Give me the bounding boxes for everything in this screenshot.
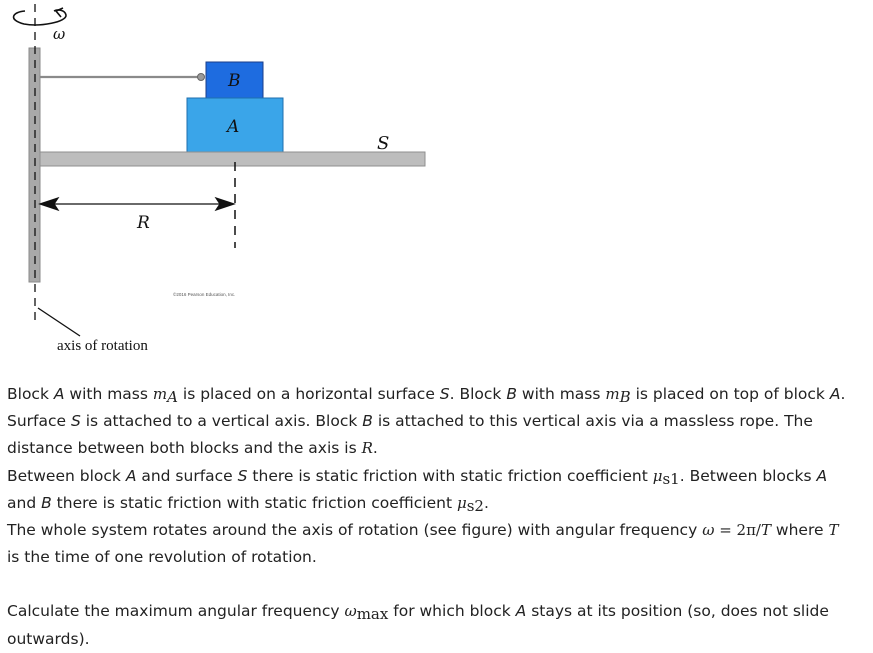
radius-arrow [40,198,234,210]
problem-line-5: and B there is static friction with static friction coefficient $\mu_{s2}$. [7,493,489,515]
block-b-label: B [228,71,241,91]
question-line-1: Calculate the maximum angular frequency $\omega_{max}$ for which block A stays at its position (so, does not slide [7,602,829,624]
question-line-2: outwards). [7,629,90,648]
problem-line-4: Between block A and surface S there is static friction with static friction coefficient $\mu_{s1}$. Between blocks A [7,466,828,488]
rope-knot [198,74,205,81]
surface-label: S [377,133,390,154]
problem-line-7: is the time of one revolution of rotation. [7,548,317,567]
problem-line-2: Surface S is attached to a vertical axis. Block B is attached to this vertical axis via a massless rope. The [7,412,813,431]
problem-line-1: Block A with mass $m_A$ is placed on a horizontal surface S. Block B with mass $m_B$ is placed on top of block A. [7,385,846,406]
rotation-arrow-icon [14,8,66,25]
problem-line-3: distance between both blocks and the axis is R. [7,439,378,458]
paragraph-gap [7,571,869,598]
surface-s [40,152,425,166]
copyright-text: ©2016 Pearson Education, Inc. [173,292,236,297]
axis-pointer-line [38,308,80,336]
problem-text [7,381,869,653]
block-a-label: A [227,117,240,137]
axis-of-rotation-label: axis of rotation [57,338,148,354]
problem-line-6: The whole system rotates around the axis of rotation (see figure) with angular frequency ω = 2π/T where T [7,521,839,540]
radius-label: R [137,213,150,233]
omega-label: ω [53,25,66,43]
